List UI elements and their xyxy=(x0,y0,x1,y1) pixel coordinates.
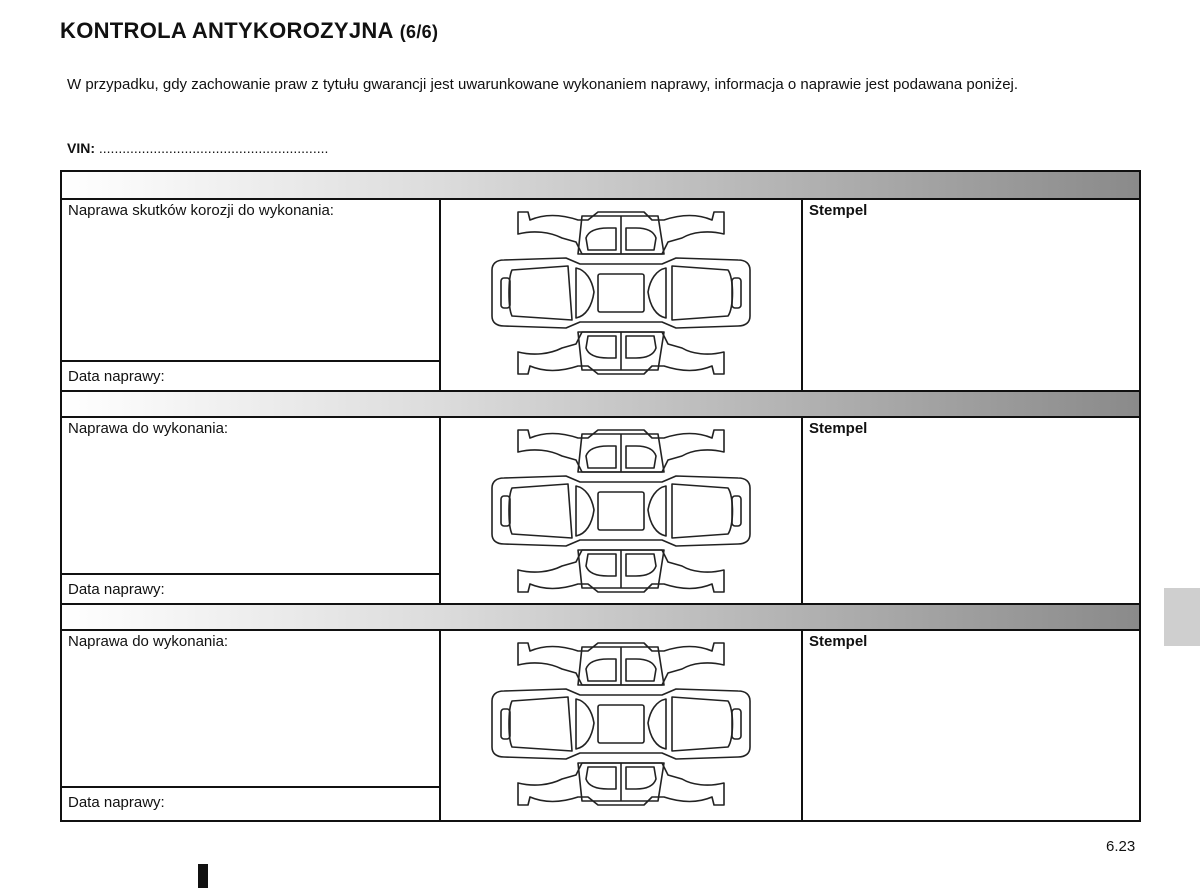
stamp-cell[interactable] xyxy=(803,198,1139,390)
stamp-cell[interactable] xyxy=(803,629,1139,820)
stamp-cell[interactable] xyxy=(803,416,1139,603)
repair-description-cell[interactable] xyxy=(62,629,441,787)
intro-paragraph: W przypadku, gdy zachowanie praw z tytułu gwarancji jest uwarunkowane wykonaniem naprawy, informacja o naprawie jest podawana poniżej. xyxy=(67,76,1019,93)
page-number: 6.23 xyxy=(1106,838,1136,855)
repair-date-label: Data naprawy: xyxy=(68,368,165,385)
car-diagram-cell[interactable] xyxy=(441,416,803,603)
stamp-label: Stempel xyxy=(809,420,868,437)
vin-dotted-line: ........................................................... xyxy=(98,140,329,156)
page-title xyxy=(60,18,438,44)
chapter-tab xyxy=(1164,588,1200,646)
section-header-band xyxy=(62,172,1139,200)
repair-label: Naprawa do wykonania: xyxy=(68,420,229,437)
car-diagram-cell[interactable] xyxy=(441,629,803,820)
repair-description-cell[interactable] xyxy=(62,198,441,360)
repair-label: Naprawa do wykonania: xyxy=(68,633,229,650)
car-diagram-cell[interactable] xyxy=(441,198,803,390)
section-header-band xyxy=(62,390,1139,418)
vin-label: VIN: xyxy=(67,140,95,156)
vin-field[interactable] xyxy=(67,140,328,156)
stamp-label: Stempel xyxy=(809,202,868,219)
repair-date-label: Data naprawy: xyxy=(68,581,165,598)
repair-date-cell[interactable] xyxy=(62,786,441,820)
stamp-label: Stempel xyxy=(809,633,868,650)
car-body-diagram xyxy=(486,426,756,596)
car-body-diagram xyxy=(486,208,756,378)
repair-date-cell[interactable] xyxy=(62,573,441,603)
section-header-band xyxy=(62,603,1139,631)
repair-date-cell[interactable] xyxy=(62,360,441,390)
repair-date-label: Data naprawy: xyxy=(68,794,165,811)
repair-description-cell[interactable] xyxy=(62,416,441,574)
page-title-part: (6/6) xyxy=(399,22,439,42)
print-mark xyxy=(198,864,208,888)
repair-label: Naprawa skutków korozji do wykonania: xyxy=(68,202,334,219)
car-body-diagram xyxy=(486,639,756,809)
page-title-text: KONTROLA ANTYKOROZYJNA xyxy=(60,18,394,43)
corrosion-repair-form xyxy=(60,170,1141,822)
